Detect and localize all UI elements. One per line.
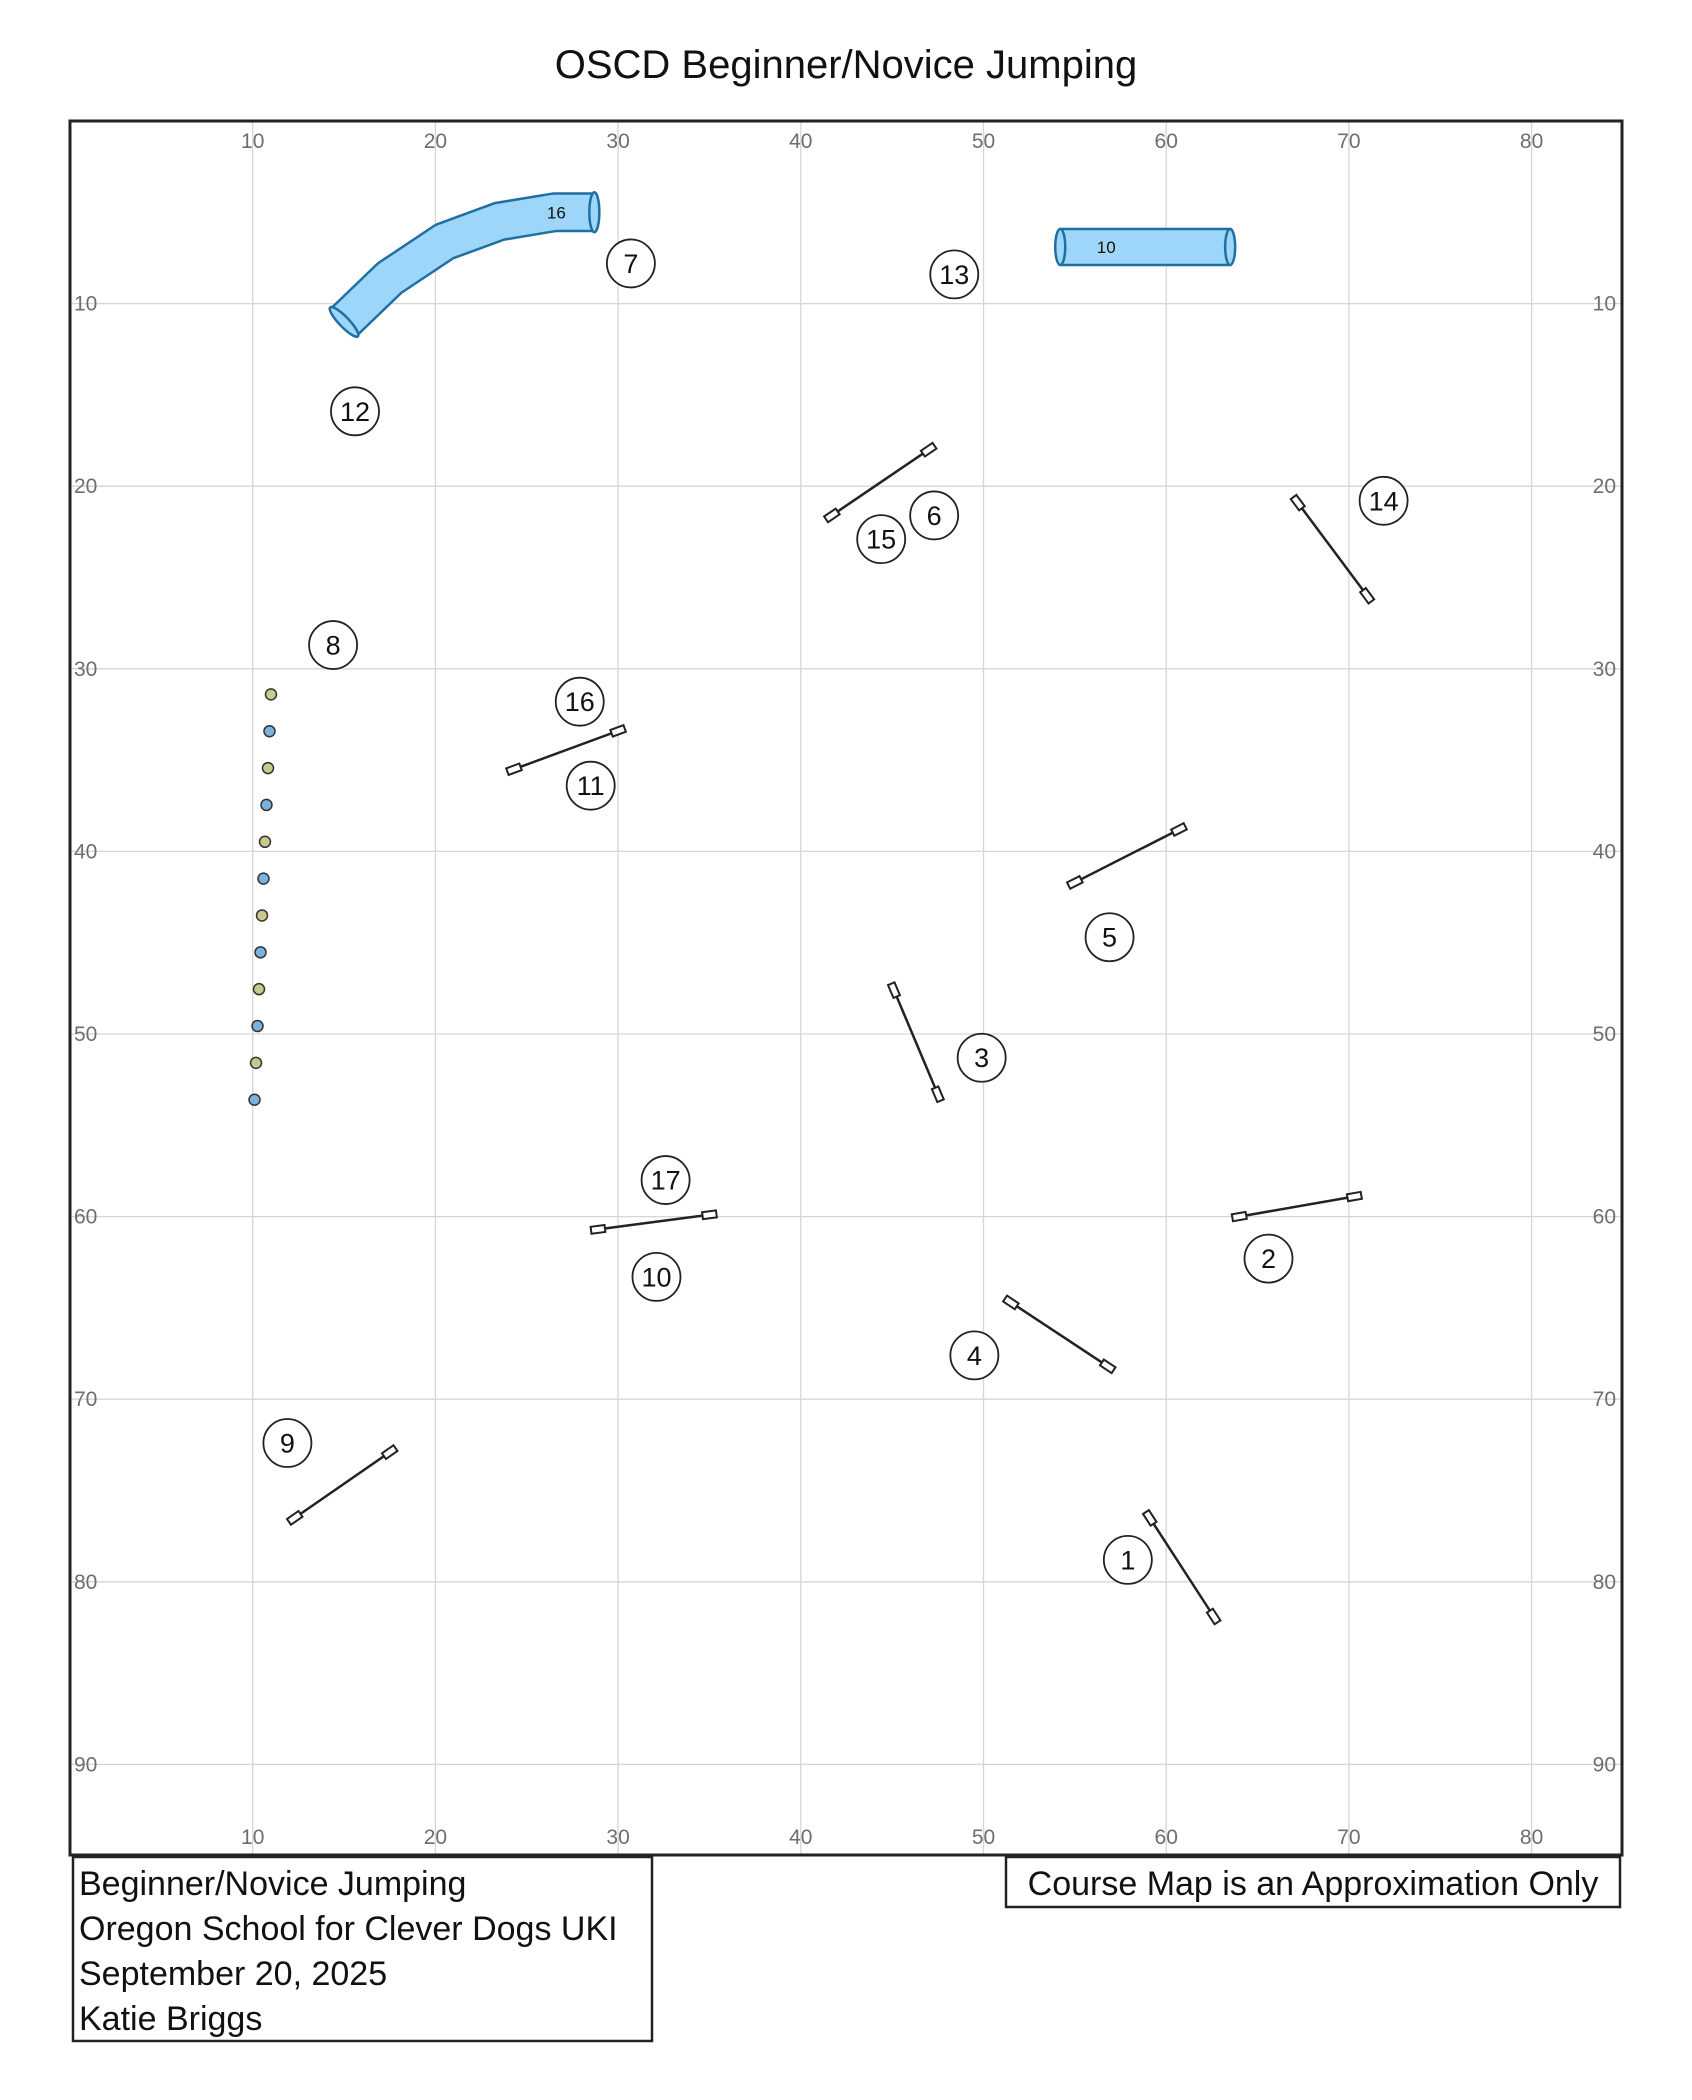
obstacle-number-10 — [632, 1253, 680, 1301]
y-tick-left-30: 30 — [74, 657, 98, 681]
y-tick-left-80: 80 — [74, 1570, 98, 1594]
weave-pole — [254, 984, 265, 995]
jump-wing — [921, 443, 937, 457]
jump-bar — [894, 990, 938, 1094]
obstacle-number-11 — [567, 762, 615, 810]
x-tick-top-80: 80 — [1519, 130, 1544, 153]
weave-pole — [258, 873, 269, 884]
jump-1 — [1143, 1510, 1220, 1624]
info-line-host: Oregon School for Clever Dogs UKI — [79, 1910, 618, 1948]
jump-bar — [1150, 1518, 1214, 1617]
weave-pole — [252, 1021, 263, 1032]
number-label: 5 — [1102, 922, 1118, 953]
course-title: OSCD Beginner/Novice Jumping — [554, 43, 1138, 87]
y-tick-left-90: 90 — [74, 1753, 98, 1777]
x-tick-bottom-60: 60 — [1154, 1826, 1178, 1849]
y-tick-left-10: 10 — [74, 292, 98, 316]
tunnel-body — [344, 212, 594, 322]
obstacle-number-7 — [607, 239, 655, 287]
number-label: 13 — [939, 259, 970, 290]
obstacle-number-1 — [1104, 1536, 1152, 1584]
number-label: 11 — [576, 771, 605, 802]
number-label: 9 — [279, 1428, 295, 1459]
jump-wing — [1360, 588, 1374, 603]
number-label: 3 — [974, 1043, 990, 1074]
y-tick-right-70: 70 — [1592, 1388, 1616, 1412]
x-tick-top-50: 50 — [971, 130, 996, 153]
jump-wing — [1171, 823, 1187, 836]
obstacle-number-14 — [1360, 477, 1408, 525]
x-tick-top-10: 10 — [241, 130, 265, 153]
field-border — [70, 121, 1622, 1855]
x-tick-top-40: 40 — [789, 130, 813, 153]
tunnel-label: 16 — [546, 203, 566, 223]
grid — [70, 121, 1622, 1855]
y-tick-left-50: 50 — [74, 1023, 98, 1046]
info-box — [73, 1857, 652, 2041]
info-line-judge: Katie Briggs — [79, 2000, 263, 2038]
jump-5 — [1067, 823, 1187, 889]
obstacle-number-4 — [950, 1331, 998, 1379]
jump-bar — [295, 1452, 390, 1518]
x-tick-bottom-10: 10 — [241, 1826, 265, 1849]
number-label: 10 — [641, 1262, 672, 1293]
jump-wing — [1003, 1296, 1019, 1310]
y-tick-left-40: 40 — [74, 840, 98, 864]
weave-pole — [262, 763, 273, 774]
number-label: 7 — [623, 248, 639, 279]
obstacle-number-16 — [556, 678, 604, 726]
weave-pole — [261, 799, 272, 810]
jump-bar — [514, 731, 618, 769]
jump-wing — [824, 509, 840, 523]
weave-pole — [259, 836, 270, 847]
y-tick-right-10: 10 — [1592, 292, 1616, 316]
y-tick-right-30: 30 — [1592, 657, 1616, 681]
tunnel-opening — [1225, 229, 1235, 265]
jump-wing — [1207, 1609, 1220, 1625]
obstacle-number-17 — [642, 1156, 690, 1204]
jump-8 — [591, 1210, 717, 1233]
y-tick-left-20: 20 — [74, 475, 98, 499]
obstacle-number-8 — [309, 621, 357, 669]
jump-wing — [702, 1210, 717, 1219]
y-tick-right-50: 50 — [1592, 1023, 1616, 1046]
tunnel-opening — [1055, 229, 1065, 265]
weave-pole — [257, 910, 268, 921]
y-tick-right-80: 80 — [1592, 1570, 1616, 1594]
jump-wing — [932, 1086, 944, 1102]
y-tick-right-20: 20 — [1592, 475, 1616, 499]
obstacle-number-2 — [1245, 1235, 1293, 1283]
disclaimer-box — [1006, 1857, 1620, 1907]
jump-4 — [1003, 1296, 1115, 1373]
number-label: 2 — [1260, 1244, 1277, 1275]
tunnel-body — [1060, 229, 1230, 265]
obstacle-number-12 — [331, 387, 379, 435]
obstacle-number-5 — [1086, 913, 1134, 961]
course-field — [70, 121, 1622, 1855]
tunnel-opening — [589, 192, 599, 232]
weave-pole — [249, 1094, 260, 1105]
weave-pole — [265, 689, 276, 700]
x-tick-top-60: 60 — [1154, 130, 1178, 153]
x-tick-bottom-40: 40 — [789, 1826, 813, 1849]
tunnel-1 — [327, 192, 600, 339]
obstacle-number-3 — [958, 1034, 1006, 1082]
jump-3 — [888, 982, 944, 1102]
jump-bar — [1298, 503, 1367, 596]
number-label: 8 — [325, 630, 341, 661]
obstacle-number-9 — [263, 1419, 311, 1467]
y-tick-left-70: 70 — [74, 1388, 98, 1412]
disclaimer-text: Course Map is an Approximation Only — [1027, 1865, 1599, 1903]
x-tick-bottom-70: 70 — [1337, 1826, 1361, 1849]
jump-bar — [1239, 1197, 1354, 1217]
x-tick-bottom-80: 80 — [1519, 1826, 1544, 1849]
info-line-event: Beginner/Novice Jumping — [79, 1865, 467, 1903]
number-label: 15 — [866, 524, 897, 555]
y-tick-right-60: 60 — [1592, 1205, 1616, 1229]
jump-wing — [1100, 1360, 1116, 1374]
x-tick-bottom-30: 30 — [606, 1826, 630, 1849]
jump-bar — [1011, 1302, 1108, 1366]
tunnel-2 — [1055, 229, 1235, 265]
weave-pole — [251, 1057, 262, 1068]
x-tick-top-20: 20 — [423, 130, 448, 153]
number-label: 17 — [650, 1165, 681, 1196]
jump-9 — [506, 725, 626, 775]
jump-wing — [506, 764, 522, 775]
y-tick-left-60: 60 — [74, 1205, 98, 1229]
jump-wing — [1232, 1212, 1247, 1221]
number-label: 14 — [1368, 486, 1399, 517]
tunnels — [327, 192, 1236, 339]
obstacle-number-6 — [910, 491, 958, 539]
jump-wing — [1067, 876, 1083, 889]
weave-pole — [264, 726, 275, 737]
x-tick-bottom-20: 20 — [423, 1826, 448, 1849]
axis-tick-labels — [74, 130, 1616, 1849]
info-line-date: September 20, 2025 — [79, 1955, 388, 1993]
number-label: 4 — [966, 1340, 982, 1371]
jump-wing — [1291, 495, 1305, 510]
jump-wing — [1143, 1510, 1156, 1526]
jump-wing — [591, 1225, 606, 1234]
jump-bar — [1075, 829, 1179, 882]
obstacle-number-15 — [857, 515, 905, 563]
number-label: 1 — [1120, 1545, 1136, 1576]
x-tick-top-70: 70 — [1337, 130, 1361, 153]
jump-wing — [610, 725, 626, 736]
y-tick-right-40: 40 — [1592, 840, 1616, 864]
number-label: 16 — [564, 687, 595, 718]
jump-wing — [888, 982, 900, 998]
y-tick-right-90: 90 — [1592, 1753, 1616, 1777]
weave-pole — [255, 947, 266, 958]
x-tick-top-30: 30 — [606, 130, 630, 153]
number-label: 6 — [926, 500, 942, 531]
x-tick-bottom-50: 50 — [971, 1826, 996, 1849]
jump-wing — [287, 1511, 302, 1525]
obstacle-number-13 — [930, 250, 978, 298]
jump-wing — [382, 1445, 397, 1459]
jump-wing — [1347, 1192, 1362, 1201]
tunnel-label: 10 — [1096, 237, 1116, 257]
number-label: 12 — [339, 396, 371, 427]
